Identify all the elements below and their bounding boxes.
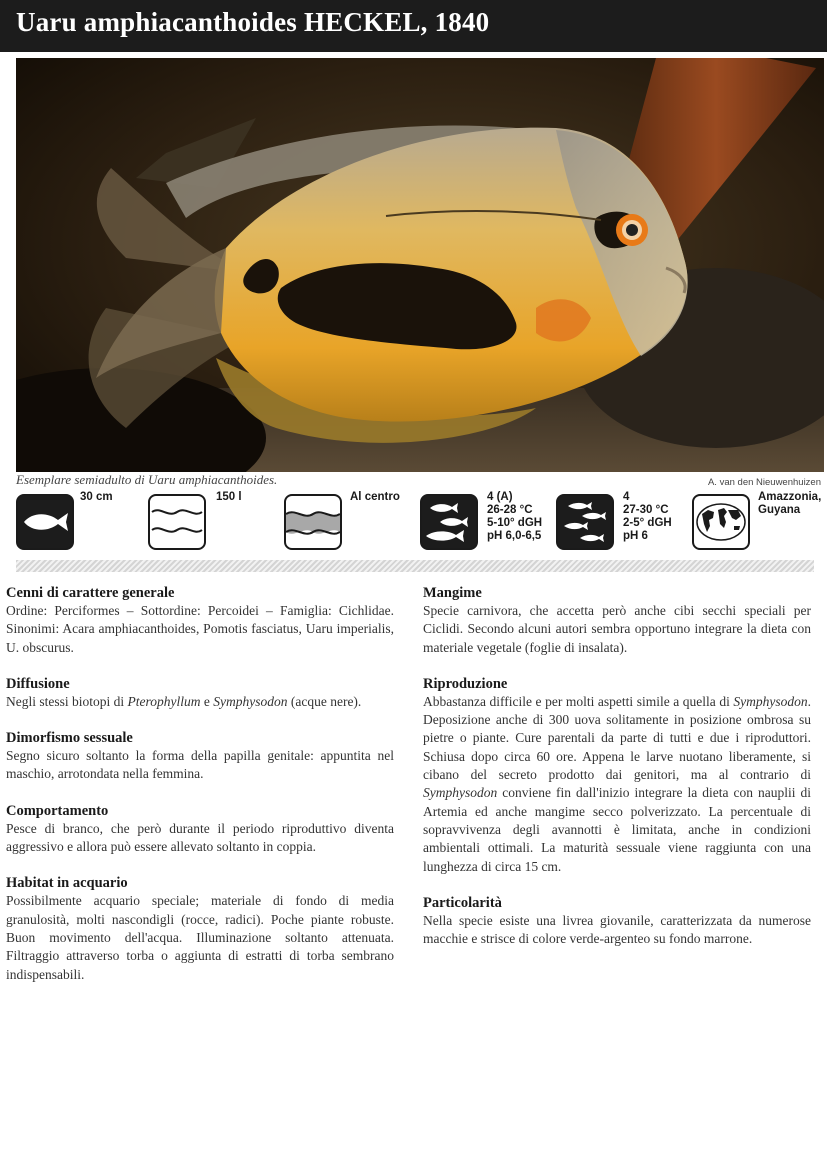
section-particularities-text: Nella specie esiste una livrea giovanile, caratterizzata da numerose macchie e strisce di colore verde-argenteo su fondo marrone.	[423, 912, 811, 947]
divider	[16, 560, 814, 572]
swim-zone-text: Al centro	[350, 491, 400, 503]
section-food-title: Mangime	[423, 585, 482, 601]
section-general-text: Ordine: Perciformes – Sottordine: Percoidei – Famiglia: Cichlidae. Sinonimi: Acara amphiacanthoides, Pomotis fasciatus, Uaru imperialis, U. obscurus.	[6, 603, 394, 655]
tank-volume-icon	[148, 494, 206, 550]
right-column	[423, 584, 811, 966]
fish-photo	[16, 58, 824, 472]
water-conditions-text: 4 (A) 26-28 °C 5-10° dGH pH 6,0-6,5	[487, 491, 543, 542]
section-habitat-title: Habitat in acquario	[6, 875, 128, 892]
section-behavior-text: Pesce di branco, che però durante il periodo riproduttivo diventa aggressivo e allora può essere allevato soltanto in coppia.	[6, 820, 394, 855]
section-dimorphism	[6, 729, 394, 784]
world-map-icon	[692, 494, 750, 550]
section-food	[423, 584, 811, 657]
photo-credit: A. van den Nieuwenhuizen	[707, 477, 821, 488]
title-bar	[0, 0, 827, 52]
left-column	[6, 584, 394, 1002]
breeding-conditions-text: 4 27-30 °C 2-5° dGH pH 6	[623, 491, 672, 542]
section-reproduction-title: Riproduzione	[423, 675, 508, 692]
section-particularities-title: Particolarità	[423, 894, 502, 911]
tank-volume-text: 150 l	[216, 491, 242, 503]
distribution-text: Amazzonia, Guyana	[758, 491, 822, 516]
section-reproduction	[423, 675, 811, 876]
water-conditions-icon	[420, 494, 478, 550]
section-general	[6, 584, 394, 657]
section-behavior	[6, 802, 394, 857]
size-text: 30 cm	[80, 491, 113, 503]
section-distribution-title: Diffusione	[6, 675, 70, 692]
section-dimorphism-text: Segno sicuro soltanto la forma della papilla genitale: appuntita nel maschio, arrotondata nella femmina.	[6, 748, 394, 782]
section-particularities	[423, 894, 811, 949]
photo-caption: Esemplare semiadulto di Uaru amphiacanthoides.	[16, 472, 278, 487]
size-icon	[16, 494, 74, 550]
section-habitat-text: Possibilmente acquario speciale; materiale di fondo di media granulosità, molti nascondigli (rocce, radici). Poche piante robuste. Buon movimento dell'acqua. Illuminazione soltanto attenuata. Filtraggio attraverso torba o aggiunta di estratti di torba sembrano indispensabili.	[6, 893, 394, 982]
section-distribution-text: Negli stessi biotopi di Pterophyllum e Symphysodon (acque nere).	[6, 693, 362, 709]
section-behavior-title: Comportamento	[6, 802, 109, 819]
section-dimorphism-title: Dimorfismo sessuale	[6, 730, 133, 747]
page-title: Uaru amphiacanthoides HECKEL, 1840	[16, 7, 490, 37]
breeding-conditions-icon	[556, 494, 614, 550]
section-distribution	[6, 675, 394, 711]
section-food-text: Specie carnivora, che accetta però anche cibi secchi speciali per Ciclidi. Secondo alcuni autori sembra opportuno integrare la dieta con materiale vegetale (foglie di insalata).	[423, 603, 811, 655]
section-habitat	[6, 874, 394, 983]
section-reproduction-text: Abbastanza difficile e per molti aspetti simile a quella di Symphysodon. Deposizione anche di 300 uova solitamente in posizione ombrosa su pietre o piante. Cure parentali da parte di tutti e due i riproduttori. Schiusa dopo circa 60 ore. Appena le larve nuotano liberamente, si cibano del secreto prodotto dai genitori, ma al contrario di Symphysodon conviene fin dall'inizio integrare la dieta con nauplii di Artemia ed anche mangime secco polverizzato. La percentuale di sopravvivenza degli avannotti è limitata, anche in condizioni ambientali ottimali. La maturità sessuale viene raggiunta con una lunghezza di circa 15 cm.	[423, 693, 811, 874]
swim-zone-icon	[284, 494, 342, 550]
section-general-title: Cenni di carattere generale	[6, 585, 175, 601]
